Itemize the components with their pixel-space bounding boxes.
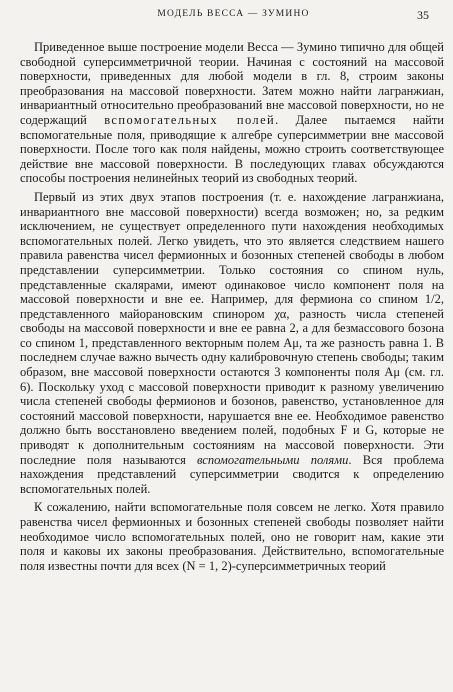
body-text: [20, 40, 444, 573]
running-head: [36, 9, 431, 23]
paragraph-2: [20, 190, 444, 496]
italic-term-auxiliary-fields: вспомогательными полями: [197, 452, 349, 467]
paragraph-2-text: Первый из этих двух этапов построения (т. е. нахождение лагранжиана, инвариантного вне массовой поверхности) всегда возможен; но, за редким исключением, не существует определенного пути нахождения необходимых вспомогательных полей. Легко увидеть, что это является следствием нашего правила равенства чисел фермионных и бозонных степеней свободы в любом представлении суперсимметрии. Только состояния со спином нуль, представленные скалярами, имеют одинаковое число компонент поля на массовой поверхности и вне ее. Например, для фермиона со спином 1/2, представленного майорановским спинором χα, разность числа степеней свободы на массовой поверхности и вне ее равна 2, а для безмассового бозона со спином 1, представленного векторным полем Aμ, та же разность равна 1. В последнем случае важно вычесть одну калибровочную степень свободы; таким образом, вне массовой поверхности остаются 3 компоненты поля Aμ (см. гл. 6). Поскольку уход с массовой поверхности приводит к разному увеличению числа степеней свободы фермионов и бозонов, равенство, установленное для состояний массовой поверхности, нарушается вне ее. Необходимое равенство должно быть восстановлено введением полей, подобных F и G, которые не приводят к дополнительным состояниям на массовой поверхности. Эти последние поля называются: [20, 189, 444, 467]
paragraph-1-text: . Далее пытаемся найти вспомогательные поля, приводящие к алгебре суперсимметрии вне массовой поверхности. После того как поля найдены, можно строить соответствующее действие вне массовой поверхности. В последующих главах обсуждаются способы построения нелинейных теорий из свободных теорий.: [20, 112, 445, 186]
running-head-title: МОДЕЛЬ ВЕССА — ЗУМИНО: [157, 9, 310, 19]
paragraph-1-text: Приведенное выше построение модели Весса — Зумино типично для общей свободной суперсимметричной теории. Начиная с состояний на массовой поверхности, приведенных для любой модели в гл. 8, строим законы преобразования на массовой поверхности. Затем можно найти лагранжиан, инвариантный относительно преобразований вне массовой поверхности, но не содержащий: [20, 40, 444, 127]
page-number: 35: [417, 8, 429, 22]
spaced-phrase-auxiliary-fields: вспомогательных полей: [104, 112, 276, 127]
paragraph-3-text: К сожалению, найти вспомогательные поля совсем не легко. Хотя правило равенства чисел фермионных и бозонных степеней свободы позволяет найти необходимое число вспомогательных полей, оно не говорит нам, какие эти поля и каковы их законы преобразования. Действительно, вспомогательные поля известны почти для всех (N = 1, 2)-суперсимметричных теорий: [20, 500, 444, 573]
paragraph-2-text: . Вся проблема нахождения представлений суперсимметрии сводится к определению вспомогательных полей.: [20, 452, 444, 496]
paragraph-1: [20, 40, 444, 186]
paragraph-3: [20, 500, 444, 573]
